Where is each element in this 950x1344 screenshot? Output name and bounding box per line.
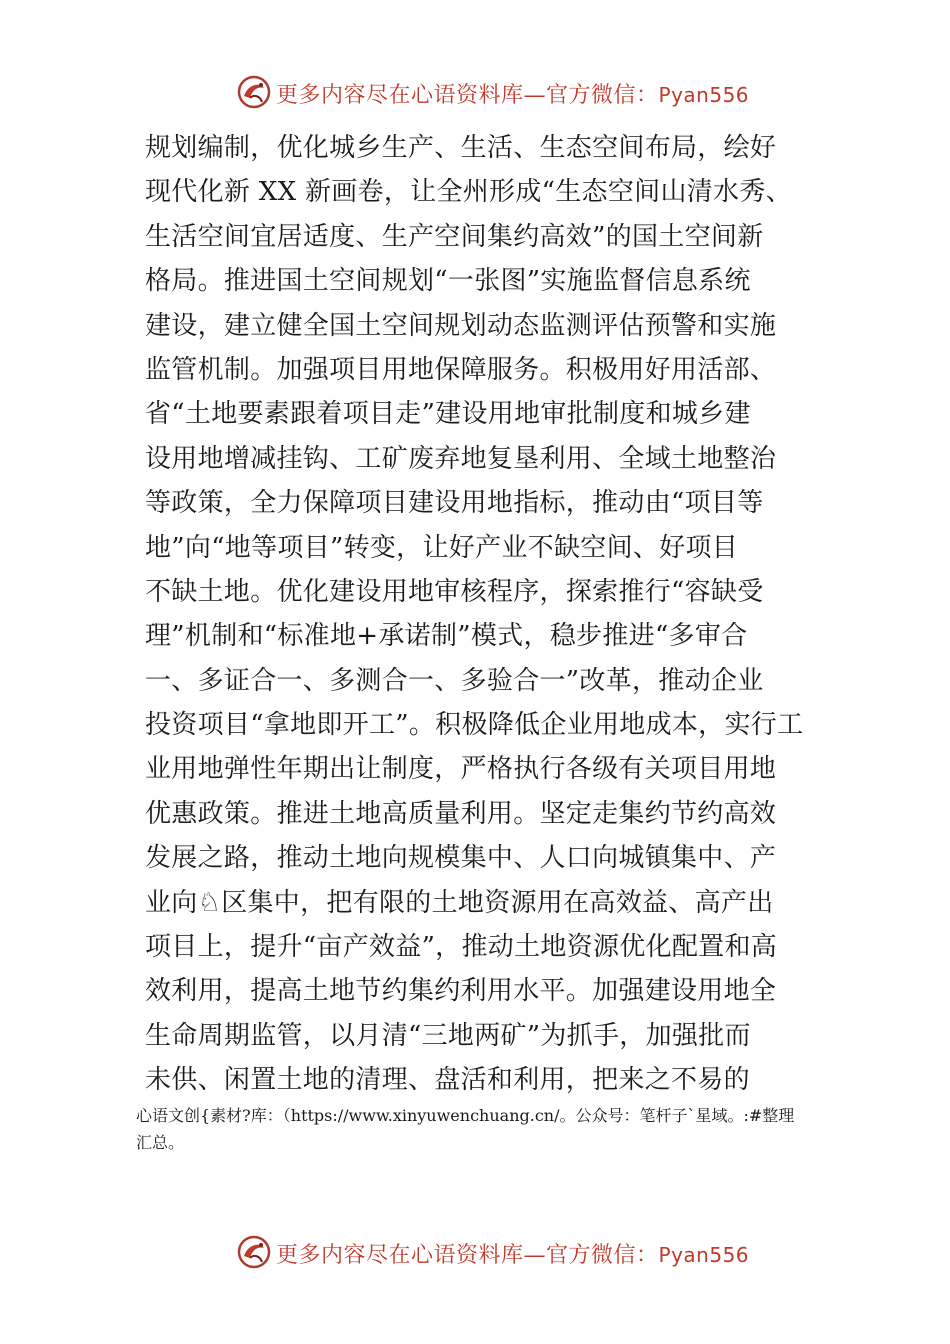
source-note-line: 汇总。 bbox=[136, 1133, 185, 1152]
wechat-id: Pyan556 bbox=[658, 83, 750, 107]
body-line: 不缺土地。优化建设用地审核程序，探索推行“容缺受 bbox=[145, 576, 764, 607]
body-line: 等政策，全力保障项目建设用地指标，推动由“项目等 bbox=[145, 488, 764, 519]
banner-text bbox=[276, 78, 749, 109]
wechat-id: Pyan556 bbox=[658, 1243, 750, 1267]
body-line: 地”向“地等项目”转变，让好产业不缺空间、好项目 bbox=[145, 532, 739, 563]
banner-text bbox=[276, 1238, 749, 1269]
source-note bbox=[136, 1102, 836, 1156]
body-line: 投资项目“拿地即开工”。积极降低企业用地成本，实行工 bbox=[145, 710, 804, 741]
leaf-swirl-logo-icon bbox=[236, 74, 272, 110]
body-line: 未供、闲置土地的清理、盘活和利用，把来之不易的 bbox=[145, 1065, 750, 1096]
body-line: 格局。推进国土空间规划“一张图”实施监督信息系统 bbox=[145, 266, 751, 297]
leaf-swirl-logo-icon bbox=[236, 1234, 272, 1270]
body-line: 设用地增减挂钩、工矿废弃地复垦利用、全域土地整治 bbox=[145, 443, 777, 474]
body-line: 生活空间宜居适度、生产空间集约高效”的国土空间新 bbox=[145, 221, 764, 252]
body-line: 一、多证合一、多测合一、多验合一”改革，推动企业 bbox=[145, 665, 764, 696]
body-line: 项目上，提升“亩产效益”，推动土地资源优化配置和高 bbox=[145, 932, 778, 963]
body-line: 现代化新 XX 新画卷，让全州形成“生态空间山清水秀、 bbox=[145, 177, 792, 208]
body-line: 业用地弹性年期出让制度，严格执行各级有关项目用地 bbox=[145, 754, 777, 785]
body-line: 优惠政策。推进土地高质量利用。坚定走集约节约高效 bbox=[145, 798, 777, 829]
body-line: 效利用，提高土地节约集约利用水平。加强建设用地全 bbox=[145, 976, 777, 1007]
body-line: 生命周期监管，以月清“三地两矿”为抓手，加强批而 bbox=[145, 1020, 751, 1051]
body-line: 监管机制。加强项目用地保障服务。积极用好用活部、 bbox=[145, 354, 777, 385]
document-body bbox=[145, 126, 835, 1103]
body-line: 发展之路，推动土地向规模集中、人口向城镇集中、产 bbox=[145, 843, 777, 874]
banner-label: 更多内容尽在心语资料库—官方微信： bbox=[276, 83, 659, 108]
source-note-line: 心语文创{素材?库：（https://www.xinyuwenchuang.cn/。公众号：笔杆子`星域。:#整理 bbox=[136, 1106, 795, 1125]
footer-banner bbox=[0, 1232, 950, 1272]
body-line: 建设，建立健全国土空间规划动态监测评估预警和实施 bbox=[145, 310, 777, 341]
header-banner bbox=[0, 72, 950, 112]
body-line: 业向♘区集中，把有限的土地资源用在高效益、高产出 bbox=[145, 887, 774, 918]
body-line: 理”机制和“标准地+承诺制”模式，稳步推进“多审合 bbox=[145, 621, 748, 652]
body-line: 省“土地要素跟着项目走”建设用地审批制度和城乡建 bbox=[145, 399, 751, 430]
body-line: 规划编制，优化城乡生产、生活、生态空间布局，绘好 bbox=[145, 133, 777, 163]
banner-label: 更多内容尽在心语资料库—官方微信： bbox=[276, 1243, 659, 1268]
